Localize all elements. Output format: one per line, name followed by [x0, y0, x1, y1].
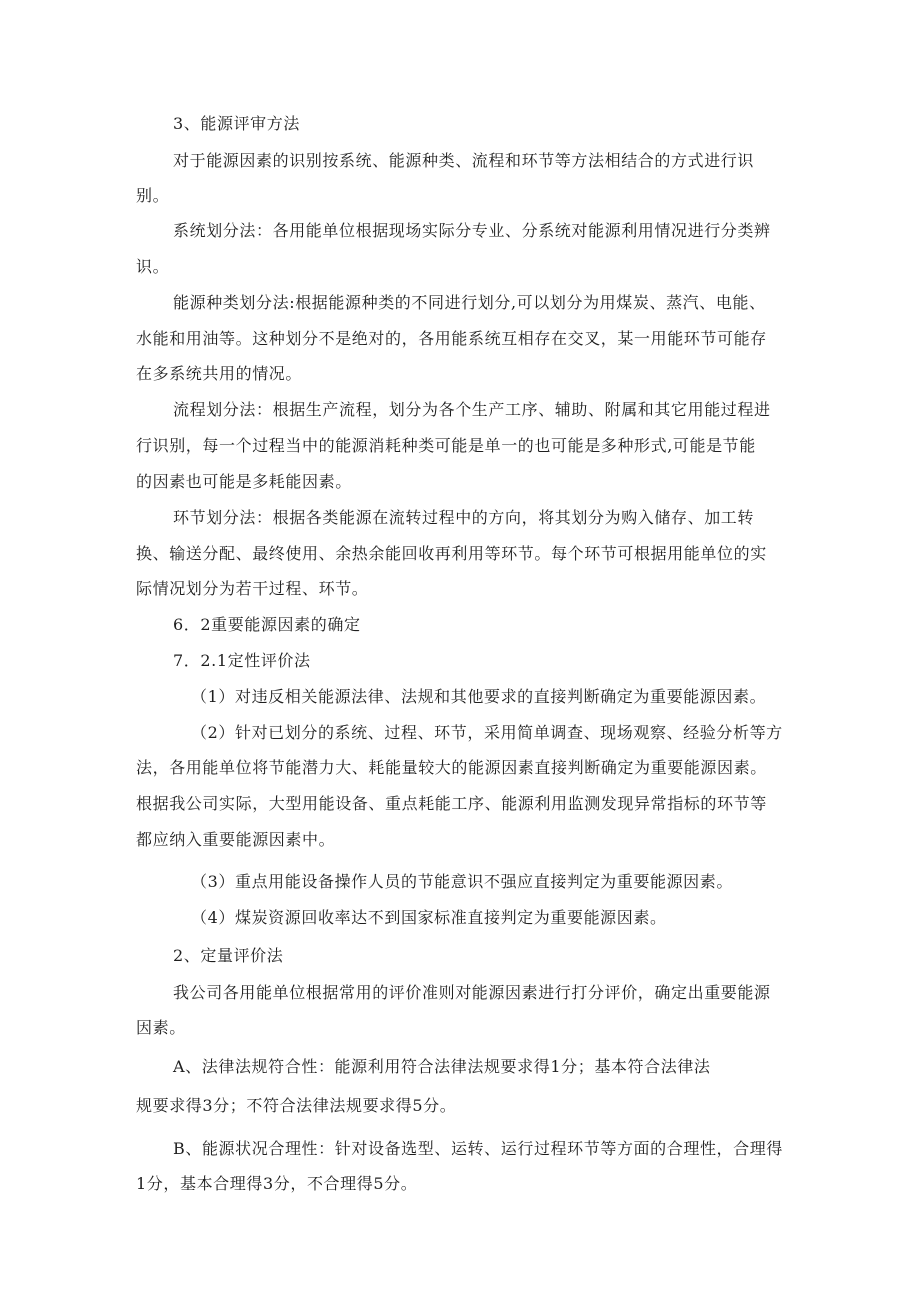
paragraph-line: 环节划分法：根据各类能源在流转过程中的方向，将其划分为购入储存、加工转 — [173, 508, 755, 527]
paragraph-line: 我公司各用能单位根据常用的评价准则对能源因素进行打分评价，确定出重要能源 — [173, 983, 771, 1002]
paragraph-line: 的因素也可能是多耗能因素。 — [136, 472, 352, 491]
paragraph-line: 1分，基本合理得3分，不合理得5分。 — [136, 1174, 418, 1193]
criterion-b: B、能源状况合理性：针对设备选型、运转、运行过程环节等方面的合理性，合理得 — [173, 1139, 783, 1158]
paragraph-line: 根据我公司实际，大型用能设备、重点耗能工序、能源利用监测发现异常指标的环节等 — [136, 794, 767, 813]
paragraph-line: 行识别，每一个过程当中的能源消耗种类可能是单一的也可能是多种形式,可能是节能 — [136, 436, 756, 455]
paragraph-line: 识。 — [136, 257, 170, 276]
paragraph-line: 法，各用能单位将节能潜力大、耗能量较大的能源因素直接判断确定为重要能源因素。 — [136, 758, 767, 777]
list-item: （4）煤炭资源回收率达不到国家标准直接判定为重要能源因素。 — [191, 908, 667, 927]
paragraph-line: 在多系统共用的情况。 — [136, 364, 303, 383]
paragraph-line: 都应纳入重要能源因素中。 — [136, 830, 336, 849]
paragraph-line: 际情况划分为若干过程、环节。 — [136, 579, 369, 598]
paragraph-line: 对于能源因素的识别按系统、能源种类、流程和环节等方法相结合的方式进行识 — [173, 151, 755, 170]
section-heading-quantitative: 2、定量评价法 — [173, 946, 284, 965]
list-item: （1）对违反相关能源法律、法规和其他要求的直接判断确定为重要能源因素。 — [191, 687, 767, 706]
paragraph-line: 系统划分法：各用能单位根据现场实际分专业、分系统对能源利用情况进行分类辨 — [173, 221, 771, 240]
section-heading-key-factors: 6．2重要能源因素的确定 — [173, 615, 361, 634]
paragraph-line: 规要求得3分；不符合法律法规要求得5分。 — [136, 1096, 457, 1115]
paragraph-line: 换、输送分配、最终使用、余热余能回收再利用等环节。每个环节可根据用能单位的实 — [136, 544, 767, 563]
section-heading-qualitative: 7．2.1定性评价法 — [173, 651, 311, 670]
list-item: （3）重点用能设备操作人员的节能意识不强应直接判定为重要能源因素。 — [191, 872, 733, 891]
paragraph-line: 水能和用油等。这种划分不是绝对的，各用能系统互相存在交叉，某一用能环节可能存 — [136, 329, 767, 348]
criterion-a: A、法律法规符合性：能源利用符合法律法规要求得1分；基本符合法律法 — [173, 1057, 711, 1076]
paragraph-line: 因素。 — [136, 1018, 186, 1037]
paragraph-line: 别。 — [136, 186, 170, 205]
paragraph-line: 流程划分法：根据生产流程，划分为各个生产工序、辅助、附属和其它用能过程进 — [173, 400, 771, 419]
list-item: （2）针对已划分的系统、过程、环节，采用简单调查、现场观察、经验分析等方 — [191, 723, 783, 742]
paragraph-line: 能源种类划分法:根据能源种类的不同进行划分,可以划分为用煤炭、蒸汽、电能、 — [173, 293, 766, 312]
section-heading-energy-review-methods: 3、能源评审方法 — [173, 114, 300, 133]
